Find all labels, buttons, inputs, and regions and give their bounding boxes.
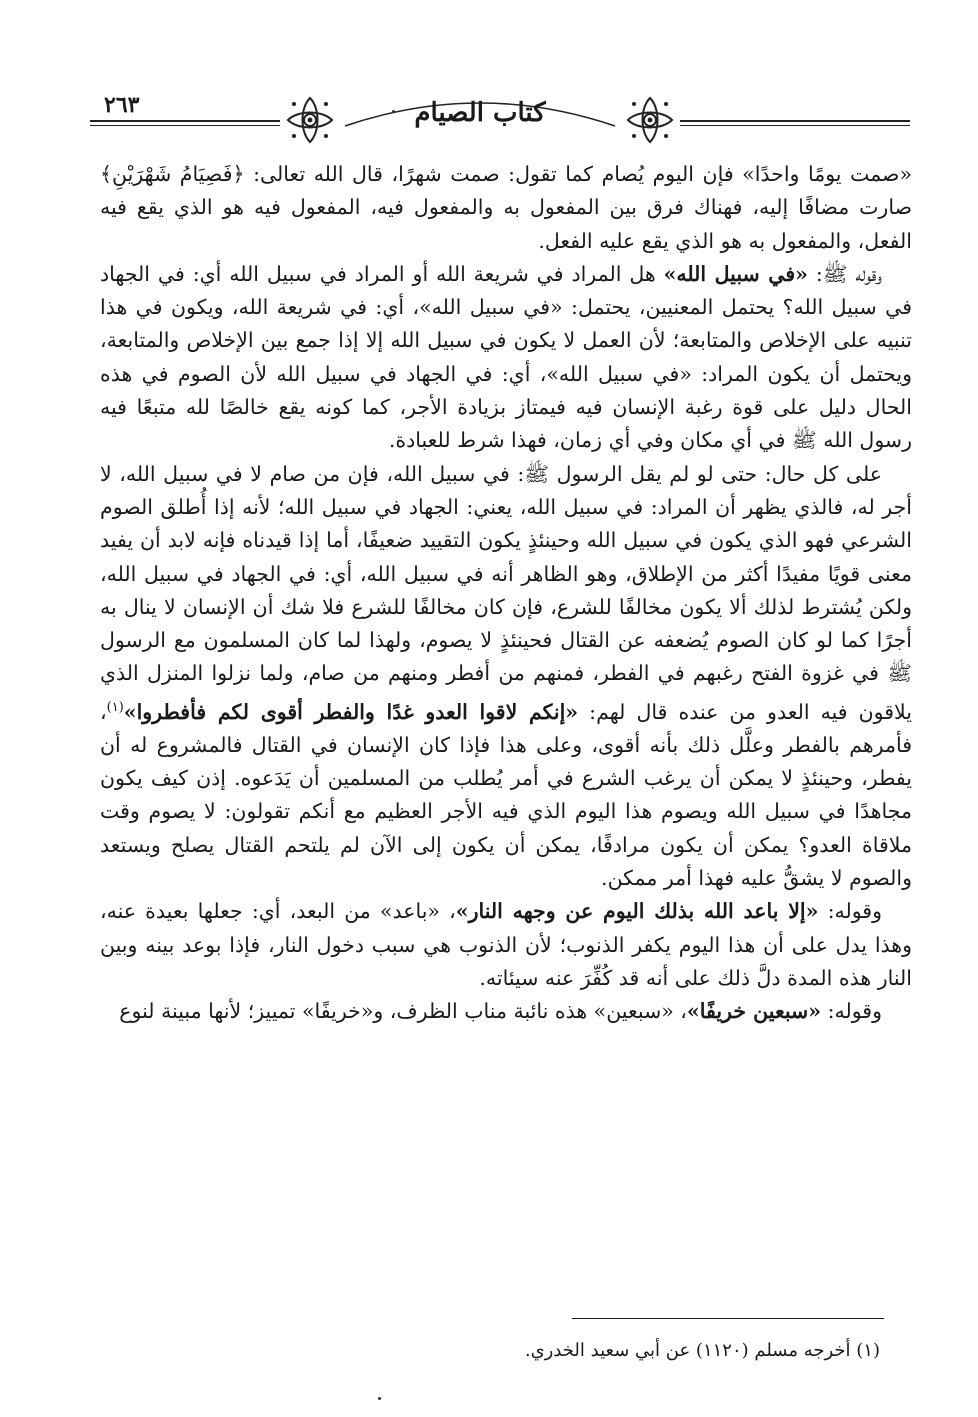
paragraph-4 [100, 895, 912, 995]
header-rule-left [90, 120, 280, 126]
paragraph-2-lead: وقوله ﷺ: [807, 261, 882, 286]
floral-ornament-icon [280, 90, 340, 150]
paragraph-2 [100, 258, 912, 458]
paragraph-5 [100, 995, 912, 1028]
footnote: (١) أخرجه مسلم (١١٢٠) عن أبي سعيد الخدري. [524, 1340, 880, 1361]
footnote-marker[interactable]: (١) [106, 699, 124, 715]
main-text [100, 158, 912, 1029]
chapter-title: كتاب الصيام [414, 98, 546, 128]
header-rule-right [680, 120, 910, 126]
page-number: ٢٦٣ [104, 92, 140, 118]
paragraph-4-lead: وقوله: [818, 899, 882, 924]
hadith-quote: «إنكم لاقوا العدو غدًا والفطر أقوى لكم فأفطروا» [123, 699, 579, 724]
paragraph-4-text: ، «باعد» من البعد، أي: جعلها بعيدة عنه، وهذا يدل على أن هذا اليوم يكفر الذنوب؛ لأن الذنوب هي سبب دخول النار، فإذا بوعد بينه وبين النار هذه المدة دلَّ ذلك على أنه قد كُفِّرَ عنه سيئاته. [100, 899, 912, 990]
hadith-quote: «إلا باعد الله بذلك اليوم عن وجهه النار» [455, 899, 819, 924]
page-header [90, 78, 910, 148]
floral-ornament-icon [620, 90, 680, 150]
paragraph-3 [100, 458, 912, 896]
hadith-quote: «في سبيل الله» [663, 261, 808, 286]
scan-speck [392, 110, 395, 113]
scan-speck [378, 1397, 381, 1400]
paragraph-3-text-b: ، فأمرهم بالفطر وعلَّل ذلك بأنه أقوى، وعلى هذا فإذا كان الإنسان في القتال فالمشروع له أن يفطر، وحينئذٍ لا يمكن أن يرغب الشرع في أمر يُطلب من المسلمين أن يَدَعوه. إذن كيف يكون مجاهدًا في سبيل الله ويصوم هذا اليوم الذي فيه الأجر العظيم مع أنكم تقولون: لا يصوم وقت ملاقاة العدو؟ يمكن أن يكون مرادفًا، يمكن أن يكون إلى الآن لم يلتحم القتال يصلح ويستعد والصوم لا يشقُّ عليه فهذا أمر ممكن. [100, 699, 912, 891]
paragraph-3-text-a: على كل حال: حتى لو لم يقل الرسول ﷺ: في سبيل الله، فإن من صام لا في سبيل الله، لا أجر له، فالذي يظهر أن المراد: في سبيل الله، يعني: الجهاد في سبيل الله؛ لأنه إذا أُطلق الصوم الشرعي فهو الذي يكون في سبيل الله وحينئذٍ يكون التقييد ضعيفًا، أما إذا قيدناه فإنه لابد أن يفيد معنى قويًا مفيدًا أكثر من الإطلاق، وهو الظاهر أنه في سبيل الله، أي: في الجهاد في سبيل الله، ولكن يُشترط لذلك ألا يكون مخالفًا للشرع، فإن كان مخالفًا للشرع فلا شك أن الإنسان لا ينال به أجرًا كما لو كان الصوم يُضعفه عن القتال فحينئذٍ لا يصوم، ولهذا لما كان المسلمون مع الرسول ﷺ في غزوة الفتح رغبهم في الفطر، فمنهم من أفطر ومنهم من صام، ولما نزلوا المنزل الذي يلاقون فيه العدو من عنده قال لهم: [100, 461, 912, 724]
paragraph-5-lead: وقوله: [821, 999, 882, 1024]
hadith-quote: «سبعين خريفًا» [686, 999, 822, 1024]
paragraph-1 [100, 158, 912, 258]
paragraph-5-text: ، «سبعين» هذه نائبة مناب الظرف، و«خريفًا» تمييز؛ لأنها مبينة لنوع [119, 999, 687, 1024]
paragraph-1-text: «صمت يومًا واحدًا» فإن اليوم يُصام كما تقول: صمت شهرًا، قال الله تعالى: ﴿فَصِيَامُ شَهْرَيْنِ﴾ صارت مضافًا إليه، فهناك فرق بين المفعول به والمفعول فيه، المفعول فيه هو الذي يقع فيه الفعل، والمفعول به هو الذي يقع عليه الفعل. [100, 162, 912, 253]
paragraph-2-text: هل المراد في شريعة الله أو المراد في سبيل الله أي: في الجهاد في سبيل الله؟ يحتمل المعنيين، يحتمل: «في سبيل الله»، أي: في شريعة الله، ويكون في هذا تنبيه على الإخلاص والمتابعة؛ لأن العمل لا يكون في سبيل الله إلا إذا جمع بين الإخلاص والمتابعة، ويحتمل أن يكون المراد: «في سبيل الله»، أي: في الجهاد في سبيل الله لأن الصوم في هذه الحال دليل على قوة رغبة الإنسان فيه فيمتاز بزيادة الأجر، كما كونه يقع خالصًا لله متبعًا فيه رسول الله ﷺ في أي مكان وفي أي زمان، فهذا شرط للعبادة. [100, 261, 912, 453]
footnote-divider [572, 1318, 884, 1319]
